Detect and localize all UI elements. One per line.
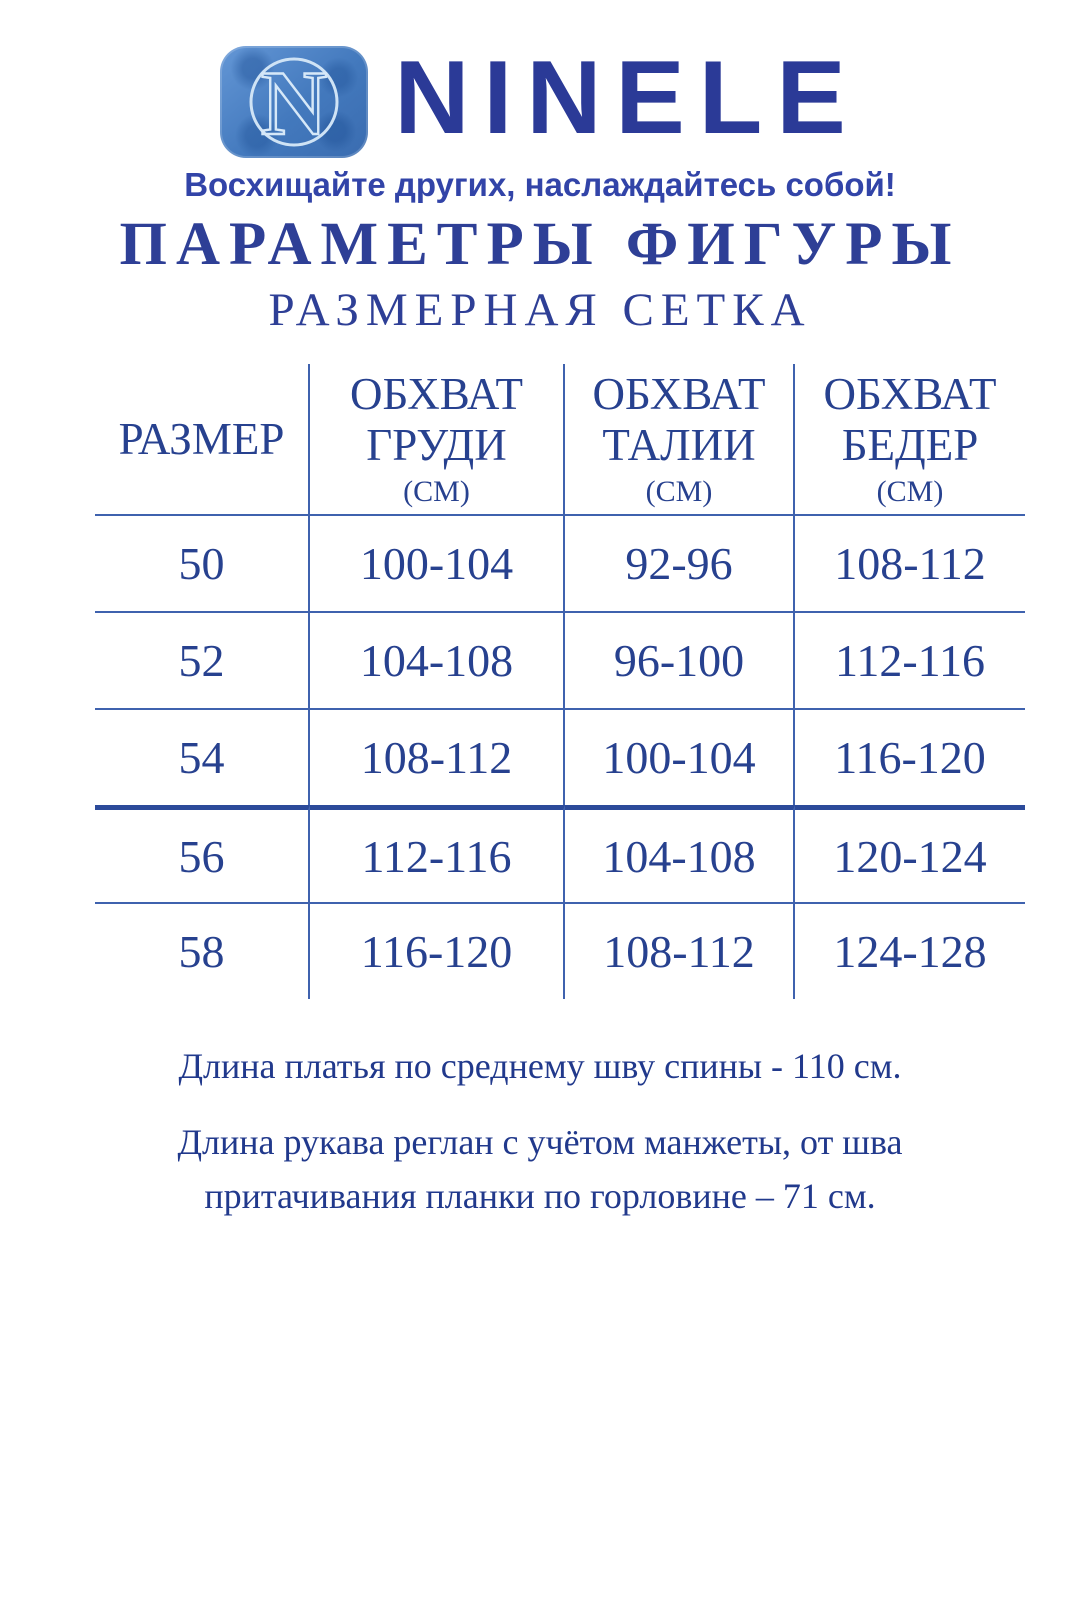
note-dress-length: Длина платья по среднему шву спины - 110 см. xyxy=(178,1046,902,1086)
measurement-cell: 104-108 xyxy=(565,805,795,902)
col-header-unit: (СМ) xyxy=(876,475,944,509)
measurement-cell: 116-120 xyxy=(310,902,565,999)
measurement-cell: 108-112 xyxy=(310,708,565,805)
measurement-cell: 104-108 xyxy=(310,611,565,708)
svg-text:N: N xyxy=(261,52,328,154)
brand-logo-tile xyxy=(220,46,368,158)
brand-header xyxy=(0,0,1080,158)
size-table xyxy=(95,364,1080,999)
measurement-cell: 100-104 xyxy=(310,514,565,611)
col-header-hips xyxy=(795,364,1025,514)
col-header-waist xyxy=(565,364,795,514)
measurement-cell: 108-112 xyxy=(795,514,1025,611)
page-title: ПАРАМЕТРЫ ФИГУРЫ xyxy=(119,211,961,278)
note-sleeve-length xyxy=(0,1115,1080,1223)
measurement-cell: 100-104 xyxy=(565,708,795,805)
measurement-cell: 92-96 xyxy=(565,514,795,611)
col-header-line: ТАЛИИ xyxy=(602,419,756,470)
size-cell: 58 xyxy=(95,902,310,999)
col-header-line: ОБХВАТ xyxy=(592,369,766,420)
col-header-chest xyxy=(310,364,565,514)
col-header-line: ГРУДИ xyxy=(366,419,507,470)
size-cell: 50 xyxy=(95,514,310,611)
col-header-line: ОБХВАТ xyxy=(823,369,997,420)
col-header-line: БЕДЕР xyxy=(841,419,979,470)
size-cell: 52 xyxy=(95,611,310,708)
measurement-cell: 120-124 xyxy=(795,805,1025,902)
brand-tagline: Восхищайте других, наслаждайтесь собой! xyxy=(184,166,896,203)
size-cell: 54 xyxy=(95,708,310,805)
note-sleeve-line1: Длина рукава реглан с учётом манжеты, от шва xyxy=(177,1122,903,1162)
logo-n-icon xyxy=(232,50,356,154)
col-header-line: ОБХВАТ xyxy=(350,369,523,420)
col-header-unit: (СМ) xyxy=(403,475,470,509)
measurement-cell: 112-116 xyxy=(310,805,565,902)
size-cell: 56 xyxy=(95,805,310,902)
measurement-cell: 124-128 xyxy=(795,902,1025,999)
measurement-cell: 112-116 xyxy=(795,611,1025,708)
col-header-unit: (СМ) xyxy=(645,475,713,509)
col-header-size: РАЗМЕР xyxy=(95,364,310,514)
notes-block xyxy=(0,1039,1080,1223)
measurement-cell: 96-100 xyxy=(565,611,795,708)
brand-name: NINELE xyxy=(394,40,860,156)
note-sleeve-line2: притачивания планки по горловине – 71 см. xyxy=(204,1176,876,1216)
measurement-cell: 108-112 xyxy=(565,902,795,999)
measurement-cell: 116-120 xyxy=(795,708,1025,805)
page-subtitle: РАЗМЕРНАЯ СЕТКА xyxy=(268,284,812,336)
